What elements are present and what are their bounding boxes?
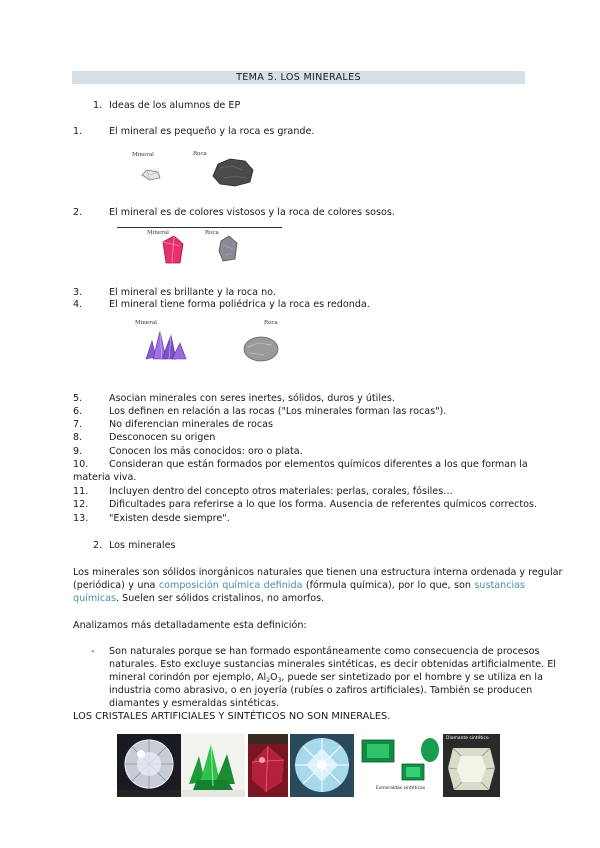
figure-label-mineral: Mineral — [147, 230, 169, 236]
item-number: 9. — [73, 446, 83, 457]
section-1-heading: Ideas de los alumnos de EP — [109, 100, 241, 111]
item-number: 10. — [73, 459, 89, 470]
ruby-gem-illustration — [248, 734, 288, 797]
brilliant-diamond-illustration — [290, 734, 354, 797]
item-number: 5. — [73, 393, 83, 404]
diamond-gem-illustration — [117, 734, 181, 797]
figure-label-mineral: Mineral — [135, 320, 157, 326]
item-text: El mineral tiene forma poliédrica y la roca es redonda. — [109, 299, 370, 310]
item-number: 4. — [73, 299, 83, 310]
link-quimicas[interactable]: químicas — [73, 593, 116, 604]
link-composicion-quimica[interactable]: composición química definida — [158, 580, 303, 591]
definition-text: (fórmula química), por lo que, son — [302, 580, 475, 591]
figure-label-roca: Roca — [193, 151, 207, 157]
item-text: El mineral es pequeño y la roca es grande. — [109, 126, 315, 137]
figure-label-roca: Roca — [264, 320, 278, 326]
item-number: 13. — [73, 513, 89, 524]
figure-size-comparison — [125, 148, 265, 190]
item-text: El mineral es de colores vistosos y la roca de colores sosos. — [109, 207, 395, 218]
bullet-line-1: Son naturales porque se han formado espontáneamente como consecuencia de procesos — [109, 646, 540, 657]
figure-top-rule — [117, 227, 282, 228]
item-text: Conocen los más conocidos: oro o plata. — [109, 446, 303, 457]
item-number: 3. — [73, 287, 83, 298]
dull-rock-illustration — [217, 235, 239, 263]
item-number: 11. — [73, 486, 89, 497]
item-text: Asocian minerales con seres inertes, sólidos, duros y útiles. — [109, 393, 395, 404]
item-number: 12. — [73, 499, 89, 510]
photo-caption-bar — [117, 790, 181, 797]
small-mineral-illustration — [140, 168, 162, 182]
link-sustancias[interactable]: sustancias — [474, 580, 526, 591]
page-title: TEMA 5. LOS MINERALES — [72, 71, 525, 84]
definition-text: (periódica) y una — [73, 580, 159, 591]
photo-caption-bar — [181, 790, 245, 797]
emphasis-statement: LOS CRISTALES ARTIFICIALES Y SINTÉTICOS NO SON MINERALES. — [73, 711, 391, 722]
bullet-dash: - — [91, 646, 95, 657]
item-number: 1. — [73, 126, 83, 137]
photo-synthetic-emeralds-cut — [358, 734, 442, 797]
figure-label-mineral: Mineral — [132, 152, 154, 158]
item-number: 6. — [73, 406, 83, 417]
item-text: El mineral es brillante y la roca no. — [109, 287, 276, 298]
photo-synthetic-emerald-cluster — [181, 734, 245, 797]
bullet-line-5: diamantes y esmeraldas sintéticas. — [109, 698, 280, 709]
photo-synthetic-diamond-square — [443, 734, 500, 797]
item-text: Consideran que están formados por elementos químicos diferentes a los que forman la — [109, 459, 528, 470]
analysis-intro: Analizamos más detalladamente esta definición: — [73, 620, 307, 631]
bullet-text: O — [270, 672, 278, 683]
photo-caption-diamante: Diamante sintético — [446, 736, 489, 741]
section-1-number: 1. — [93, 100, 103, 111]
bullet-text: , puede ser sintetizado por el hombre y se utiliza en la — [281, 672, 543, 683]
item-number: 2. — [73, 207, 83, 218]
square-diamond-illustration — [443, 734, 500, 797]
section-2-heading: Los minerales — [109, 540, 176, 551]
item-number: 8. — [73, 432, 83, 443]
definition-line-3 — [73, 593, 324, 605]
item-text: Dificultades para referirse a lo que los forma. Ausencia de referentes químicos correctos. — [109, 499, 538, 510]
item-text: No diferencian minerales de rocas — [109, 419, 274, 430]
item-text: Desconocen su origen — [109, 432, 216, 443]
bullet-text: mineral corindón por ejemplo, Al — [109, 672, 267, 683]
item-text: Incluyen dentro del concepto otros materiales: perlas, corales, fósiles… — [109, 486, 453, 497]
item-number: 7. — [73, 419, 83, 430]
amethyst-cluster-illustration — [144, 327, 188, 361]
photo-synthetic-ruby — [248, 734, 288, 797]
photo-synthetic-diamond-blue — [290, 734, 354, 797]
pink-crystal-illustration — [160, 234, 186, 266]
section-2-number: 2. — [93, 540, 103, 551]
figure-label-roca: Roca — [205, 230, 219, 236]
item-text: Los definen en relación a las rocas ("Los minerales forman las rocas"). — [109, 406, 447, 417]
definition-text: . Suelen ser sólidos cristalinos, no amorfos. — [116, 593, 325, 604]
photo-caption-emeraldas: Esmeraldas sintéticas — [376, 786, 426, 791]
subscript: 2 — [266, 677, 271, 684]
figure-color-comparison — [117, 225, 282, 267]
bullet-line-4: industria como abrasivo, o en joyería (rubíes o zafiros artificiales). También se producen — [109, 685, 533, 696]
subscript: 3 — [277, 677, 282, 684]
bullet-line-2: naturales. Esto excluye sustancias minerales sintéticas, es decir obtenidas artificialmente. El — [109, 659, 556, 670]
large-rock-illustration — [210, 156, 255, 188]
item-text: "Existen desde siempre". — [109, 513, 230, 524]
definition-line-2 — [73, 580, 525, 592]
round-rock-illustration — [242, 333, 280, 363]
definition-line-1: Los minerales son sólidos inorgánicos naturales que tienen una estructura interna ordenada y regular — [73, 567, 563, 578]
bullet-line-3 — [109, 672, 543, 684]
item-text-continued: materia viva. — [73, 472, 137, 483]
photo-synthetic-diamond-dark — [117, 734, 181, 797]
figure-shape-comparison — [118, 315, 313, 370]
emerald-cluster-illustration — [181, 734, 245, 797]
